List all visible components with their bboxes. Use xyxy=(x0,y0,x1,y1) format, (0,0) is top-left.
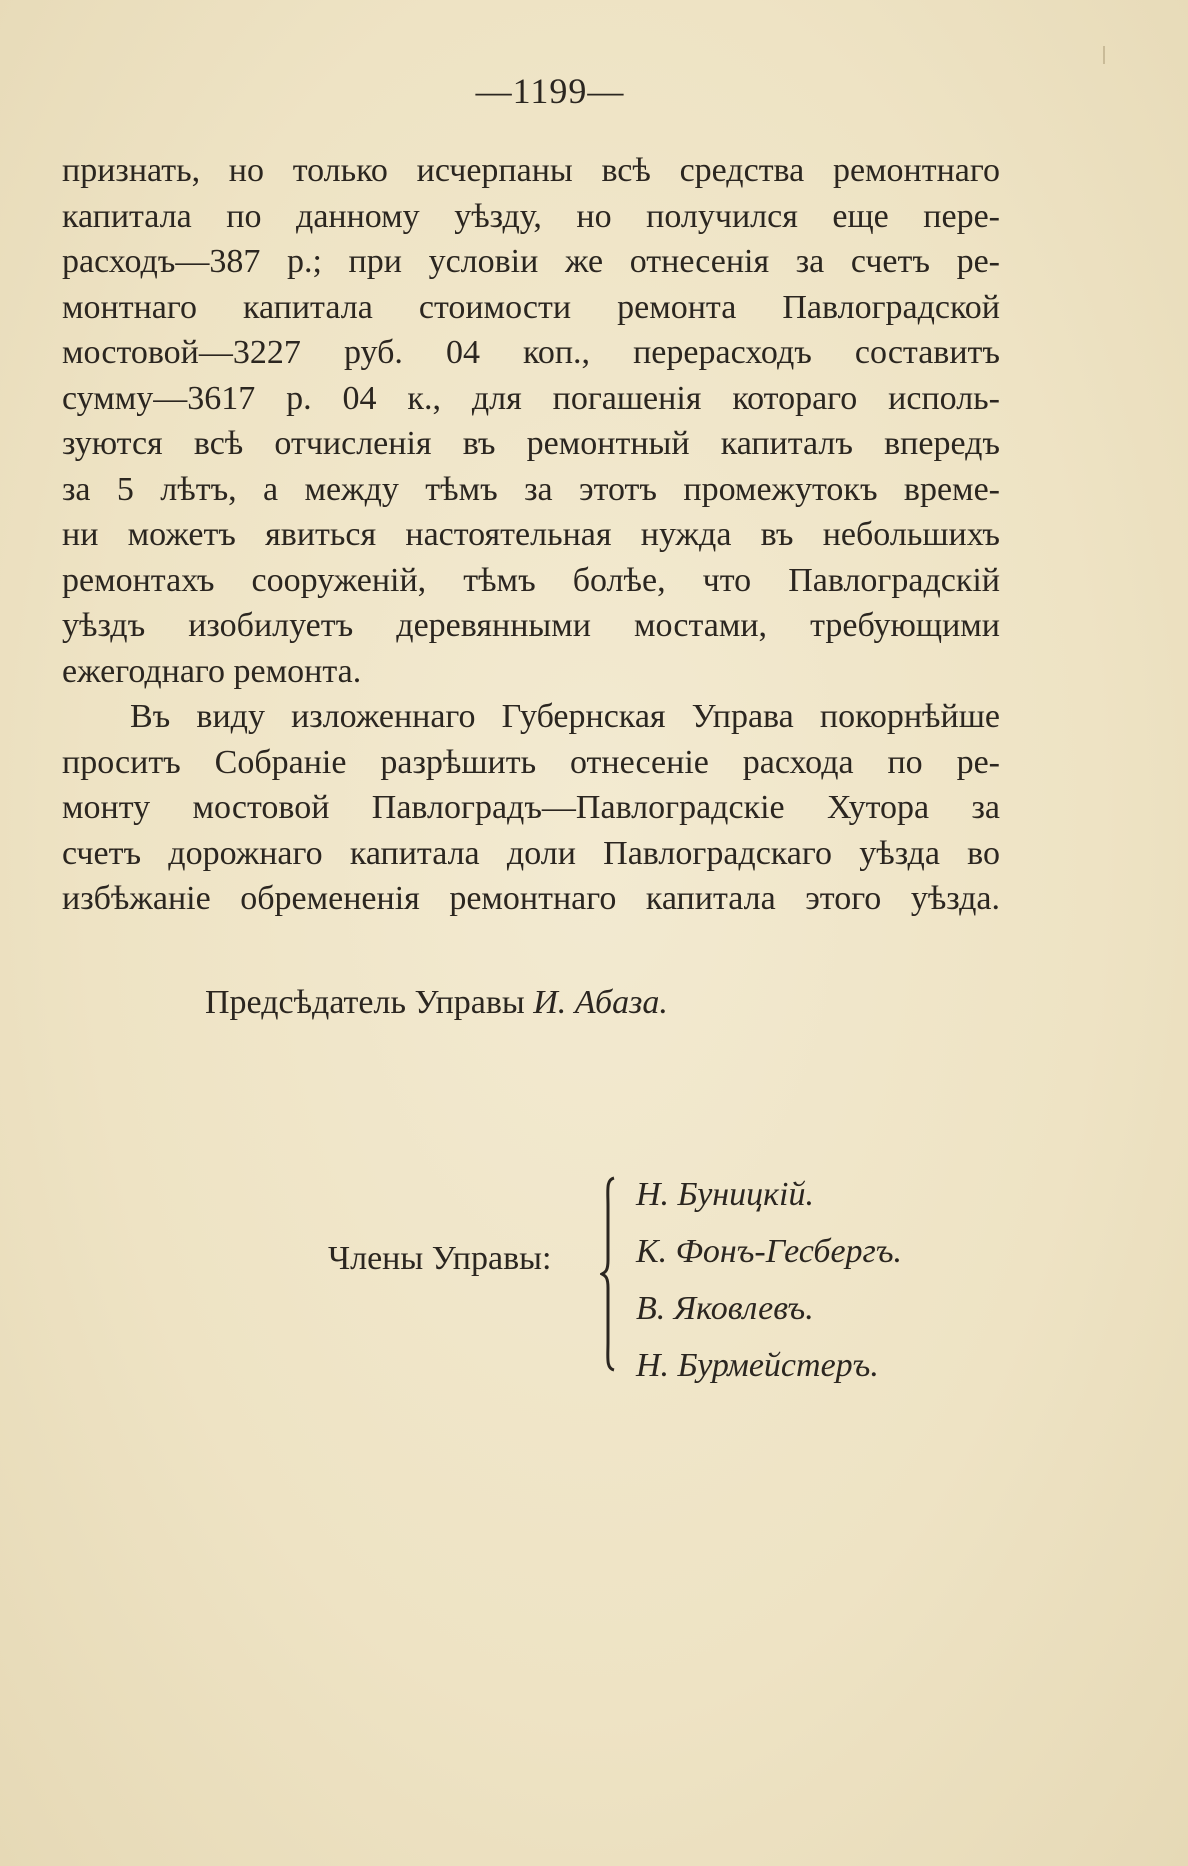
chairman-name: И. Абаза. xyxy=(533,984,668,1021)
chairman-signature xyxy=(205,984,668,1022)
text-line: проситъ Собраніе разрѣшить отнесеніе расхода по ре- xyxy=(62,743,1000,781)
text-line: Въ виду изложеннаго Губернская Управа покорнѣйше xyxy=(130,698,1000,735)
text-line: уѣздъ изобилуетъ деревянными мостами, требующими xyxy=(62,607,1000,644)
text-line: зуются всѣ отчисленія въ ремонтный капиталъ впередъ xyxy=(62,425,1000,462)
curly-brace xyxy=(600,1176,622,1372)
text-line: ремонтахъ сооруженій, тѣмъ болѣе, что Павлоградскій xyxy=(62,561,1000,599)
text-line: за 5 лѣтъ, а между тѣмъ за этотъ промежутокъ време- xyxy=(62,470,1000,508)
page-edge-mark xyxy=(1103,46,1105,64)
members-label: Члены Управы: xyxy=(328,1240,552,1277)
member-name: Н. Буницкій. xyxy=(636,1176,815,1213)
member-name: Н. Бурмейстеръ. xyxy=(636,1347,879,1384)
member-name: В. Яковлевъ. xyxy=(636,1290,814,1327)
text-line: мостовой—3227 руб. 04 коп., перерасходъ составитъ xyxy=(62,334,1000,371)
chairman-title: Предсѣдатель Управы xyxy=(205,984,525,1021)
text-line: избѣжаніе обремененія ремонтнаго капитала этого уѣзда. xyxy=(62,880,1000,917)
page-number: —1199— xyxy=(475,71,625,111)
text-line: сумму—3617 р. 04 к., для погашенія котораго исполь- xyxy=(62,379,1000,417)
text-line: монту мостовой Павлоградъ—Павлоградскіе Хутора за xyxy=(62,789,1000,826)
body-text xyxy=(62,148,1000,922)
text-line: монтнаго капитала стоимости ремонта Павлоградской xyxy=(62,288,1000,326)
text-line: ежегоднаго ремонта. xyxy=(62,652,362,690)
text-line: капитала по данному уѣзду, но получился еще пере- xyxy=(62,197,1000,235)
text-line: расходъ—387 р.; при условіи же отнесенія за счетъ ре- xyxy=(62,243,1000,280)
member-name: К. Фонъ-Гесбергъ. xyxy=(636,1233,902,1270)
text-line: признать, но только исчерпаны всѣ средства ремонтнаго xyxy=(62,152,1000,189)
text-line: ни можетъ явиться настоятельная нужда въ небольшихъ xyxy=(62,516,1000,553)
text-line: счетъ дорожнаго капитала доли Павлоградскаго уѣзда во xyxy=(62,834,1000,872)
members-list xyxy=(636,1166,902,1394)
